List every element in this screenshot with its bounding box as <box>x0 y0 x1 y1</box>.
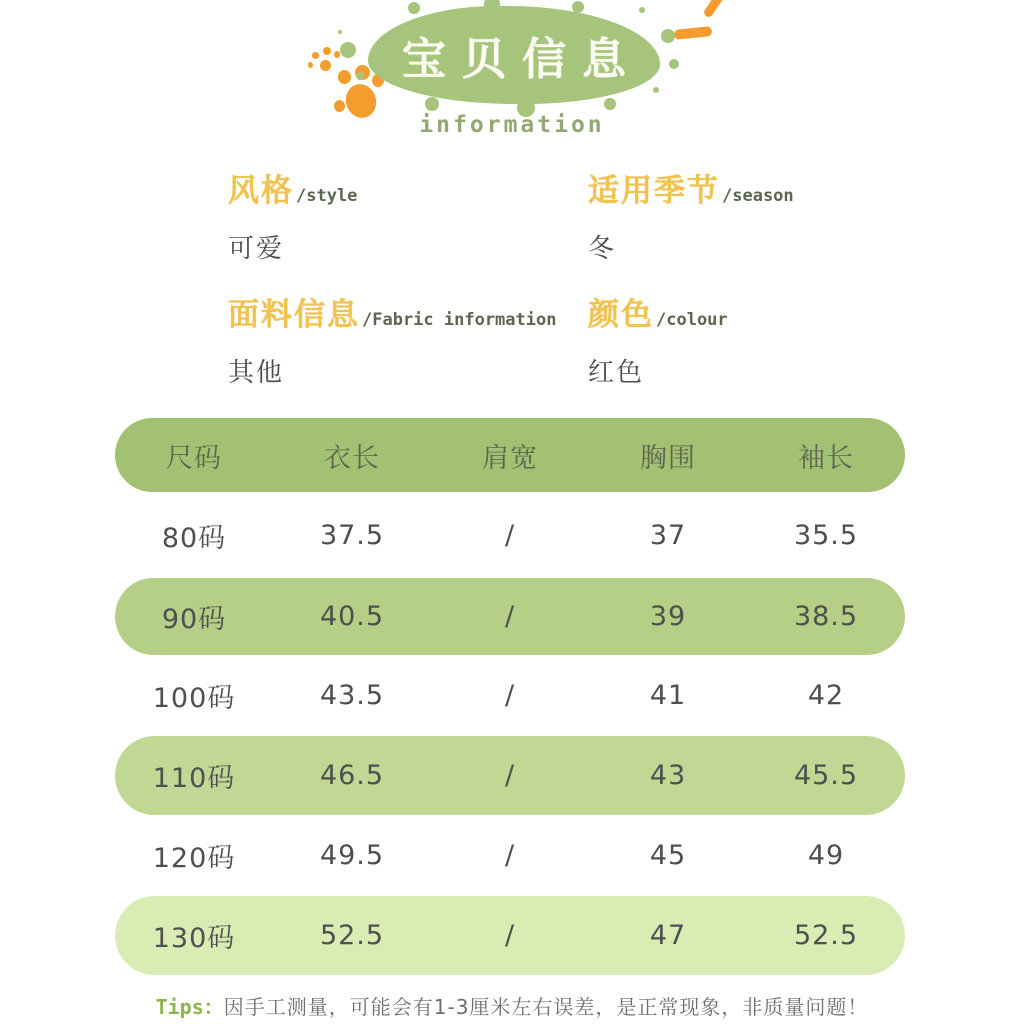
paw-dot <box>334 51 340 58</box>
field-label: 面料信息 <box>228 297 360 333</box>
field-value: 冬 <box>588 234 617 264</box>
table-cell: 47 <box>649 920 687 951</box>
field-label-row <box>588 296 728 334</box>
size-table-body <box>115 492 905 975</box>
field-label: 颜色 <box>588 297 654 333</box>
header-banner <box>368 6 660 104</box>
table-row <box>115 815 905 896</box>
table-row <box>115 492 905 578</box>
table-cell: 肩宽 <box>482 442 538 474</box>
table-cell: 41 <box>649 680 687 711</box>
table-cell: / <box>504 760 516 791</box>
brush-dash-icon <box>674 26 713 40</box>
field-label-en: /style <box>296 186 358 206</box>
table-cell: 46.5 <box>319 760 385 791</box>
table-row <box>115 578 905 655</box>
tips-prefix: Tips： <box>155 995 224 1019</box>
field-label-en: /Fabric information <box>362 310 557 330</box>
field-style <box>228 172 357 265</box>
paw-dot <box>320 60 331 71</box>
paw-dot <box>308 62 313 68</box>
table-row <box>115 655 905 736</box>
table-cell: 90码 <box>161 604 227 635</box>
field-label-row <box>588 172 794 210</box>
field-label-en: /season <box>722 186 794 206</box>
table-row <box>115 896 905 975</box>
field-value: 其他 <box>228 358 285 388</box>
field-colour <box>588 296 728 389</box>
tips-note <box>0 991 1024 1020</box>
table-cell: / <box>504 840 516 871</box>
table-cell: 52.5 <box>793 920 859 951</box>
table-row <box>115 736 905 815</box>
table-cell: 38.5 <box>793 601 859 632</box>
paw-dot <box>338 70 351 84</box>
table-cell: 100码 <box>152 683 236 714</box>
field-label: 风格 <box>228 173 294 209</box>
table-cell: 衣长 <box>324 442 380 474</box>
paw-dot <box>355 65 370 80</box>
table-cell: 52.5 <box>319 920 385 951</box>
table-cell: 49 <box>807 840 845 871</box>
table-cell: / <box>504 680 516 711</box>
table-cell: 37.5 <box>319 519 385 551</box>
paw-dot <box>334 100 345 112</box>
paw-dot <box>312 52 319 59</box>
field-label: 适用季节 <box>588 173 720 209</box>
paw-dot <box>323 47 331 55</box>
table-cell: / <box>504 920 516 951</box>
size-table <box>115 418 905 975</box>
table-cell: 43.5 <box>319 680 385 711</box>
table-cell: / <box>504 601 516 632</box>
table-cell: 45.5 <box>793 760 859 791</box>
table-cell: 49.5 <box>319 840 385 871</box>
table-cell: 43 <box>649 760 687 791</box>
tips-text: 因手工测量，可能会有1-3厘米左右误差，是正常现象，非质量问题！ <box>223 995 869 1019</box>
table-cell: 40.5 <box>319 601 385 632</box>
field-value: 红色 <box>588 358 645 388</box>
table-cell: / <box>504 519 516 551</box>
table-cell: 胸围 <box>640 442 696 474</box>
table-cell: 39 <box>649 601 687 632</box>
table-cell: 42 <box>807 680 845 711</box>
field-label-row <box>228 296 556 334</box>
page-title: 宝贝信息 <box>402 34 642 85</box>
table-cell: 尺码 <box>166 442 222 474</box>
table-cell: 120码 <box>152 843 236 874</box>
size-table-header <box>115 418 905 492</box>
table-cell: 80码 <box>161 522 227 554</box>
table-cell: 袖长 <box>798 442 854 474</box>
table-cell: 110码 <box>152 763 236 794</box>
table-cell: 130码 <box>152 923 236 954</box>
table-cell: 45 <box>649 840 687 871</box>
field-season <box>588 172 794 265</box>
field-value: 可爱 <box>228 234 285 264</box>
field-fabric <box>228 296 556 389</box>
table-cell: 35.5 <box>793 519 859 551</box>
field-label-row <box>228 172 357 210</box>
page-subtitle: information <box>419 112 605 138</box>
brush-dash-icon <box>702 0 725 19</box>
table-cell: 37 <box>649 519 687 551</box>
field-label-en: /colour <box>656 310 728 330</box>
